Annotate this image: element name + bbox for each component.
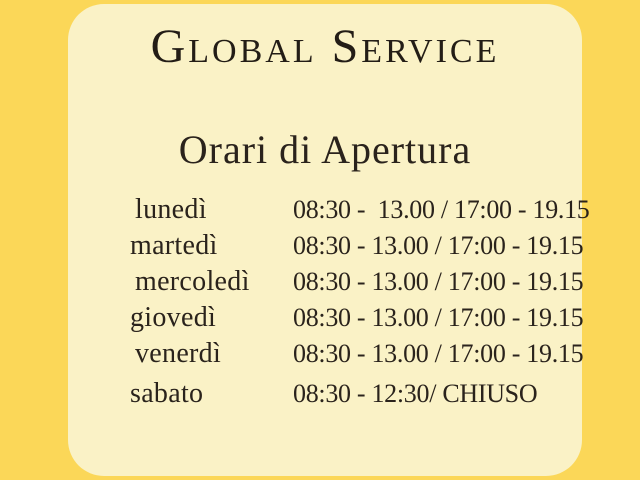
opening-hours-table <box>68 192 590 412</box>
day-label: lunedì <box>135 194 207 226</box>
day-label: martedì <box>130 230 218 262</box>
schedule-row-friday <box>68 336 582 372</box>
hours-value: 08:30 - 13.00 / 17:00 - 19.15 <box>293 195 590 225</box>
day-label: giovedì <box>130 302 217 334</box>
day-label: sabato <box>130 378 204 410</box>
schedule-row-thursday <box>68 300 582 336</box>
hours-value: 08:30 - 12:30/ CHIUSO <box>293 379 538 409</box>
hours-value: 08:30 - 13.00 / 17:00 - 19.15 <box>293 267 584 297</box>
business-name-title: Global Service <box>150 20 500 73</box>
schedule-row-saturday <box>68 376 582 412</box>
opening-hours-heading: Orari di Apertura <box>178 127 472 173</box>
day-label: venerdì <box>135 338 222 370</box>
hours-value: 08:30 - 13.00 / 17:00 - 19.15 <box>293 303 584 333</box>
schedule-row-wednesday <box>68 264 582 300</box>
hours-value: 08:30 - 13.00 / 17:00 - 19.15 <box>293 231 584 261</box>
day-label: mercoledì <box>135 266 250 298</box>
hours-value: 08:30 - 13.00 / 17:00 - 19.15 <box>293 339 584 369</box>
schedule-row-tuesday <box>68 228 582 264</box>
poster-panel <box>68 4 590 476</box>
schedule-row-monday <box>68 192 590 228</box>
